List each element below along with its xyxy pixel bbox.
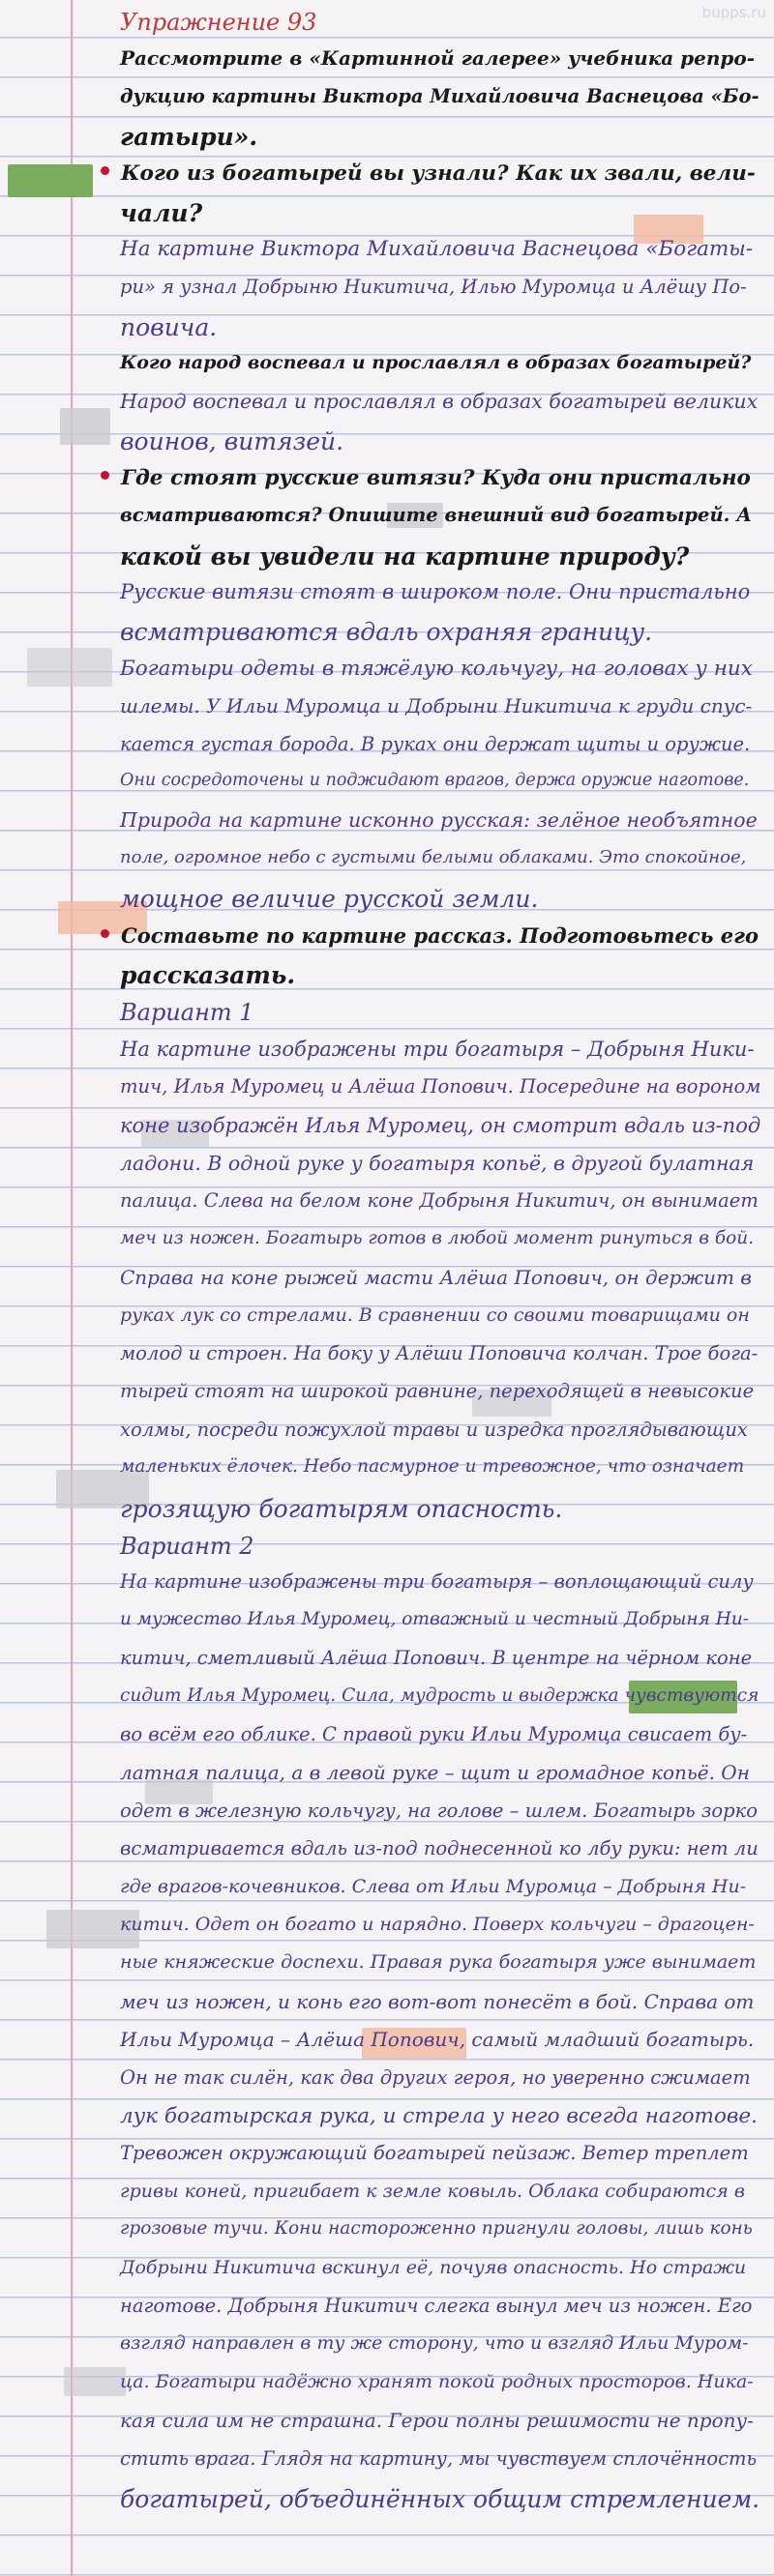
- line-text: всматривается вдаль из-под поднесенной ко лбу руки: нет ли: [120, 1837, 759, 1860]
- line-text: меч из ножен. Богатырь готов в любой момент ринуться в бой.: [120, 1227, 755, 1248]
- answer-line: [120, 1303, 750, 1326]
- line-text: где врагов-кочевников. Слева от Ильи Муромца – Добрыня Ни-: [120, 1875, 747, 1897]
- line-text: Народ воспевал и прославлял в образах богатырей великих: [120, 390, 759, 413]
- answer-line: [120, 2297, 753, 2316]
- answer-line: [120, 1649, 752, 1668]
- line-text: взгляд направлен в ту же сторону, что и взгляд Ильи Муром-: [120, 2332, 749, 2355]
- line-text: ладони. В одной руке у богатыря копьё, в другой булатная: [120, 1152, 755, 1175]
- question-line: [120, 544, 689, 569]
- line-text: кается густая борода. В руках они держат щиты и оружие.: [120, 732, 751, 755]
- line-text: грозящую богатырям опасность.: [120, 1494, 563, 1523]
- line-text: холмы, посреди пожухлой травы и изредка проглядывающих: [120, 1418, 748, 1441]
- line-text: наготове. Добрыня Никитич слегка вынул меч из ножен. Его: [120, 2295, 753, 2317]
- answer-line: [120, 2182, 745, 2201]
- line-text: На картине изображены три богатыря – Добрыня Ники-: [120, 1037, 755, 1061]
- line-text: одет в железную кольчугу, на голове – шлем. Богатырь зорко: [120, 1799, 759, 1822]
- question-line: [120, 123, 258, 152]
- question-line: [120, 506, 752, 525]
- answer-line: [120, 696, 752, 716]
- line-text: грозовые тучи. Кони настороженно пригнули головы, лишь конь: [120, 2218, 753, 2239]
- answer-line: [120, 1801, 758, 1821]
- answer-line: [120, 239, 753, 260]
- question-line: [120, 201, 202, 225]
- answer-line: [120, 1608, 750, 1629]
- line-text: ца. Богатыри надёжно хранят покой родных просторов. Ника-: [120, 2370, 754, 2392]
- question-line: [101, 922, 759, 948]
- line-text: коне изображён Илья Муромец, он смотрит вдаль из-под: [120, 1113, 761, 1137]
- answer-line: [120, 2487, 759, 2511]
- line-text: Он не так силён, как два других героя, но уверенно сжимает: [120, 2065, 751, 2089]
- line-text: Тревожен окружающий богатырей пейзаж. Ветер треплет: [120, 2142, 749, 2165]
- line-text: во всём его облике. С правой руки Ильи Муромца свисает бу-: [120, 1723, 748, 1745]
- bullet-icon: [101, 471, 109, 480]
- question-line: [101, 465, 751, 490]
- answer-line: [120, 1420, 748, 1440]
- line-text: Вариант 2: [120, 1533, 254, 1560]
- answer-line: [120, 1266, 752, 1290]
- line-text: Упражнение 93: [120, 9, 317, 36]
- line-text: дукцию картины Виктора Михайловича Васнецова «Бо-: [120, 84, 759, 107]
- line-text: палица. Слева на белом коне Добрыня Никитич, он вынимает: [120, 1189, 759, 1213]
- line-text: Ильи Муромца – Алёша Попович, самый младший богатырь.: [120, 2028, 755, 2052]
- line-text: повича.: [120, 313, 218, 342]
- line-text: тырей стоят на широкой равнине, переходящей в невысокие: [120, 1380, 755, 1403]
- answer-line: [120, 1227, 755, 1248]
- line-text: Вариант 1: [120, 999, 254, 1027]
- line-text: Богатыри одеты в тяжёлую кольчугу, на головах у них: [120, 656, 753, 681]
- line-text: Кого из богатырей вы узнали? Как их звали, вели-: [121, 161, 756, 186]
- answer-line: [120, 275, 747, 298]
- question-line: [120, 963, 295, 987]
- line-text: Природа на картине исконно русская: зелёное необъятное: [120, 808, 758, 833]
- line-text: Где стоят русские витязи? Куда они пристально: [121, 465, 751, 490]
- variant-label: [120, 1535, 254, 1558]
- answer-line: [120, 2065, 751, 2089]
- line-text: поле, огромное небо с густыми белыми облаками. Это спокойное,: [120, 846, 747, 867]
- line-text: Справа на коне рыжей масти Алёша Попович, он держит в: [120, 1266, 752, 1290]
- line-text: латная палица, а в левой руке – щит и громадное копьё. Он: [120, 1761, 750, 1785]
- line-text: воинов, витязей.: [120, 427, 344, 456]
- answer-line: [120, 1725, 747, 1744]
- line-text: мощное величие русской земли.: [120, 885, 539, 914]
- answer-line: [120, 582, 750, 602]
- answer-line: [120, 1154, 754, 1174]
- line-text: На картине изображены три богатыря – воплощающий силу: [120, 1570, 754, 1594]
- answer-line: [120, 1458, 744, 1477]
- line-text: стить врага. Глядя на картину, мы чувствуем сплочённость: [120, 2446, 758, 2470]
- answer-line: [120, 1684, 759, 1706]
- answer-line: [120, 2144, 749, 2163]
- answer-line: [120, 1953, 756, 1972]
- answer-line: [120, 1916, 755, 1934]
- answer-line: [120, 1039, 755, 1060]
- exercise-header: [120, 11, 316, 34]
- line-text: ные княжеские доспехи. Правая рука богатыря уже вынимает: [120, 1951, 757, 1974]
- answer-line: [120, 810, 758, 831]
- answer-line: [120, 1494, 563, 1523]
- bullet-icon: [101, 929, 109, 938]
- variant-label: [120, 999, 254, 1027]
- gray-sticker-blot: [64, 2367, 126, 2396]
- answer-line: [120, 1382, 754, 1401]
- question-line: [120, 84, 759, 107]
- answer-line: [120, 1839, 759, 1859]
- answer-line: [120, 2334, 749, 2353]
- line-text: гривы коней, пригибает к земле ковыль. Облака собираются в: [120, 2180, 745, 2202]
- line-text: богатырей, объединённых общим стремлением.: [120, 2485, 760, 2513]
- answer-line: [120, 392, 758, 412]
- answer-line: [120, 2409, 754, 2433]
- line-text: гатыри».: [120, 123, 258, 152]
- line-text: Кого народ воспевал и прославлял в образах богатырей?: [120, 351, 752, 373]
- answer-line: [120, 2370, 754, 2392]
- line-text: маленьких ёлочек. Небо пасмурное и тревожное, что означает: [120, 1456, 745, 1478]
- answer-line: [120, 2220, 753, 2239]
- answer-line: [120, 885, 539, 914]
- answer-line: [120, 1875, 747, 1897]
- question-line: [101, 163, 756, 185]
- answer-line: [120, 1191, 759, 1211]
- answer-line: [120, 429, 343, 454]
- answer-line: [120, 618, 653, 647]
- line-text: всматриваются? Опишите внешний вид богатырей. А: [120, 504, 753, 527]
- gray-sticker-blot: [27, 648, 112, 687]
- line-text: какой вы увидели на картине природу?: [120, 542, 690, 571]
- line-text: руках лук со стрелами. В сравнении со своими товарищами он: [120, 1303, 750, 1326]
- line-text: На картине Виктора Михайловича Васнецова «Богаты-: [120, 237, 754, 262]
- bullet-icon: [101, 166, 109, 175]
- line-text: Они сосредоточены и поджидают врагов, держа оружие наготове.: [120, 771, 750, 790]
- line-text: чали?: [120, 199, 203, 227]
- answer-line: [120, 773, 749, 790]
- line-text: рассказать.: [120, 961, 296, 989]
- line-text: кая сила им не страшна. Герои полны решимости не пропу-: [120, 2409, 754, 2433]
- line-text: лук богатырская рука, и стрела у него всегда наготове.: [120, 2104, 758, 2128]
- line-text: Составьте по картине рассказ. Подготовьтесь его: [121, 922, 759, 948]
- answer-line: [120, 656, 753, 681]
- line-text: молод и строен. На боку у Алёши Поповича колчан. Трое бога-: [120, 1342, 759, 1364]
- answer-line: [120, 1989, 755, 2013]
- answer-line: [120, 313, 218, 342]
- answer-line: [120, 1113, 761, 1137]
- line-text: китич. Одет он богато и нарядно. Поверх кольчуги – драгоцен-: [120, 1914, 755, 1935]
- answer-line: [120, 846, 747, 867]
- line-text: Добрыни Никитича вскинул её, почуяв опасность. Но стражи: [120, 2256, 747, 2278]
- answer-line: [120, 1344, 758, 1363]
- line-text: меч из ножен, и конь его вот-вот понесёт в бой. Справа от: [120, 1989, 755, 2013]
- line-text: ри» я узнал Добрыню Никитича, Илью Муромца и Алёшу По-: [120, 275, 747, 298]
- line-text: китич, сметливый Алёша Попович. В центре на чёрном коне: [120, 1647, 753, 1670]
- answer-line: [120, 1761, 750, 1785]
- line-text: тич, Илья Муромец и Алёша Попович. Посередине на вороном: [120, 1075, 761, 1098]
- gray-sticker-blot: [60, 408, 110, 445]
- line-text: шлемы. У Ильи Муромца и Добрыни Никитича к груди спус-: [120, 694, 753, 718]
- line-text: всматриваются вдаль охраняя границу.: [120, 618, 653, 647]
- watermark-text: bupps.ru: [701, 4, 766, 21]
- answer-line: [120, 2256, 747, 2278]
- answer-line: [120, 2446, 758, 2470]
- answer-line: [120, 1572, 754, 1592]
- green-sticker-blot: [8, 164, 93, 197]
- answer-line: [120, 2106, 758, 2127]
- line-text: Русские витязи стоят в широком поле. Они пристально: [120, 580, 751, 603]
- question-line: [120, 46, 756, 71]
- answer-line: [120, 1077, 760, 1097]
- answer-line: [120, 2028, 755, 2052]
- line-text: сидит Илья Муромец. Сила, мудрость и выдержка чувствуются: [120, 1684, 759, 1706]
- line-text: и мужество Илья Муромец, отважный и честный Добрыня Ни-: [120, 1608, 750, 1629]
- line-text: Рассмотрите в «Картинной галерее» учебника репро-: [120, 46, 756, 71]
- question-line: [120, 351, 752, 373]
- answer-line: [120, 732, 751, 755]
